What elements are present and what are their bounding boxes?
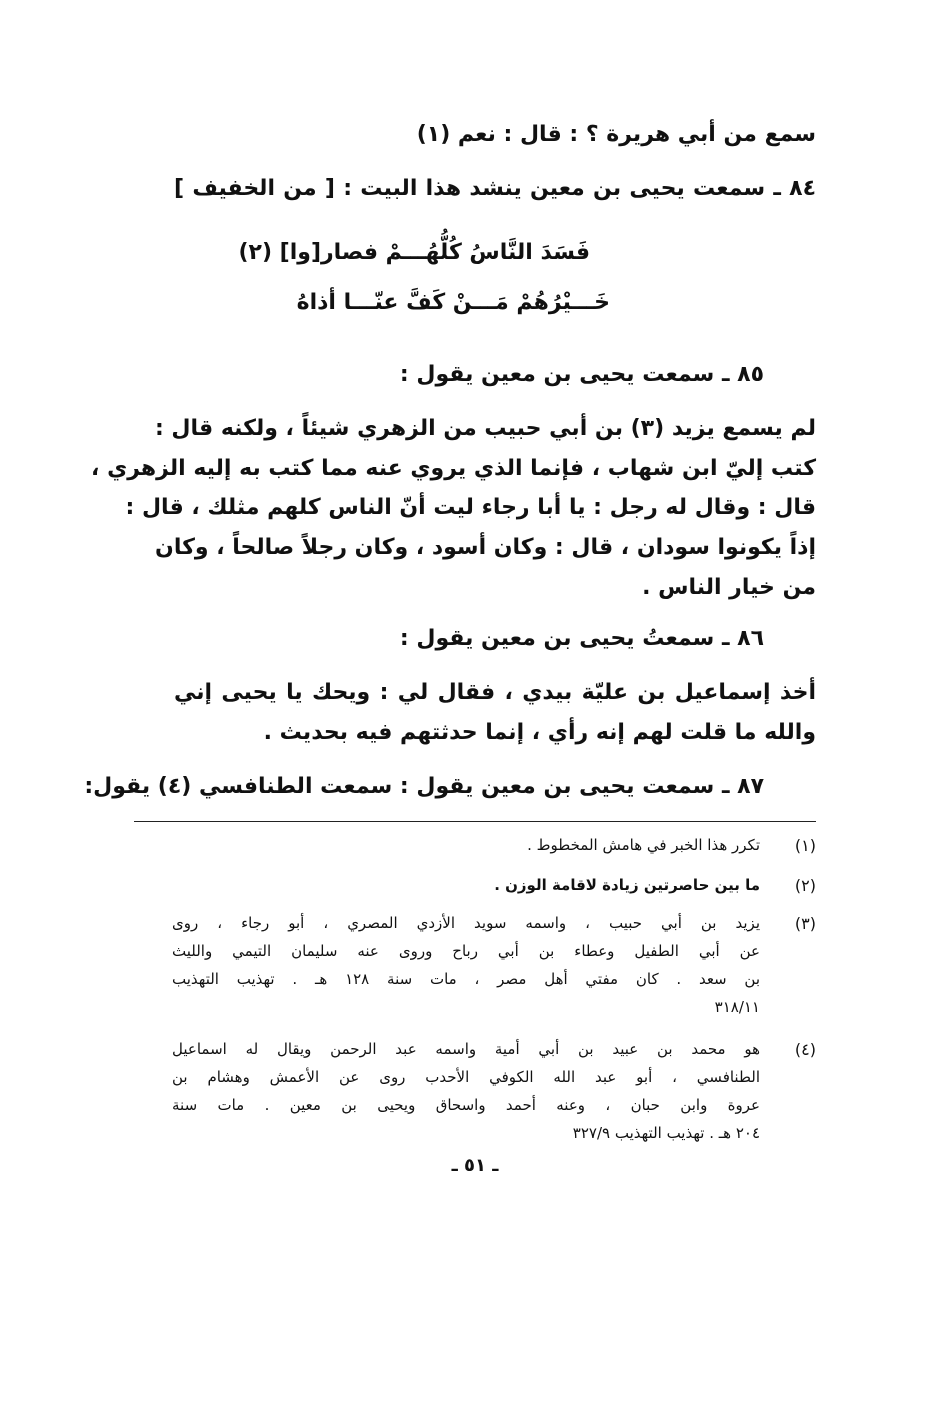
footnote-3-number: (٣): [794, 914, 816, 933]
footnote-4-line-1: هو محمد بن عبيد بن أبي أمية واسمه عبد الرحمن ويقال له اسماعيل: [172, 1040, 760, 1058]
footnote-2-number: (٢): [794, 876, 816, 895]
entry-84-heading: ٨٤ ـ سمعت يحيى بن معين ينشد هذا البيت : [ من الخفيف ]: [174, 176, 816, 201]
entry-85-line-2: كتب إليّ ابن شهاب ، فإنما الذي يروي عنه مما كتب به إليه الزهري ،: [91, 456, 816, 481]
footnote-1-text: تكرر هذا الخبر في هامش المخطوط .: [527, 836, 760, 854]
entry-86-heading: ٨٦ ـ سمعتُ يحيى بن معين يقول :: [399, 626, 764, 651]
footnote-3-line-4: ٣١٨/١١: [714, 998, 760, 1016]
footnote-4-number: (٤): [794, 1040, 816, 1059]
verse-second-hemistich: خَـــيْرُهُمْ مَـــنْ كَفَّ عنّـــا أذاهُ: [296, 290, 610, 315]
page-number: ـ ٥١ ـ: [451, 1155, 499, 1176]
footnote-3-line-3: بن سعد . كان مفتي أهل مصر ، مات سنة ١٢٨ هـ . تهذيب التهذيب: [172, 970, 761, 988]
entry-85-line-4: إذاً يكونوا سودان ، قال : وكان أسود ، وكان رجلاً صالحاً ، وكان: [155, 535, 816, 560]
footnote-4-line-3: عروة وابن حبان ، وعنه أحمد واسحاق ويحيى بن معين . مات سنة: [172, 1096, 760, 1114]
footnote-2-text: ما بين حاصرتين زيادة لاقامة الوزن .: [494, 876, 760, 894]
entry-87-heading: ٨٧ ـ سمعت يحيى بن معين يقول : سمعت الطنافسي (٤) يقول:: [84, 774, 764, 799]
footnote-1-number: (١): [794, 836, 816, 855]
footnote-4-line-4: ٢٠٤ هـ . تهذيب التهذيب ٣٢٧/٩: [572, 1124, 760, 1142]
entry-86-line-1: أخذ إسماعيل بن عليّة بيدي ، فقال لي : ويحك يا يحيى إني: [174, 680, 816, 705]
entry-86-line-2: والله ما قلت لهم إنه رأي ، إنما حدثتهم فيه بحديث .: [263, 720, 816, 745]
entry-85-line-5: من خيار الناس .: [642, 575, 816, 600]
footnote-4-line-2: الطنافسي ، أبو عبد الله الكوفي الأحدب روى عن الأعمش وهشام بن: [172, 1068, 760, 1086]
text-line-1: سمع من أبي هريرة ؟ : قال : نعم (١): [416, 122, 816, 147]
entry-85-heading: ٨٥ ـ سمعت يحيى بن معين يقول :: [399, 362, 764, 387]
verse-first-hemistich: فَسَدَ النَّاسُ كُلُّهُـــمْ فصار[وا] (٢): [238, 240, 590, 265]
entry-85-line-3: قال : وقال له رجل : يا أبا رجاء ليت أنّ الناس كلهم مثلك ، قال :: [125, 495, 816, 520]
footnote-separator: [134, 821, 816, 822]
footnote-3-line-2: عن أبي الطفيل وعطاء بن أبي رباح وروى عنه سليمان التيمي والليث: [172, 942, 760, 960]
entry-85-line-1: لم يسمع يزيد (٣) بن أبي حبيب من الزهري شيئاً ، ولكنه قال :: [154, 416, 816, 441]
footnote-3-line-1: يزيد بن أبي حبيب ، واسمه سويد الأزدي المصري ، أبو رجاء ، روى: [172, 914, 760, 932]
